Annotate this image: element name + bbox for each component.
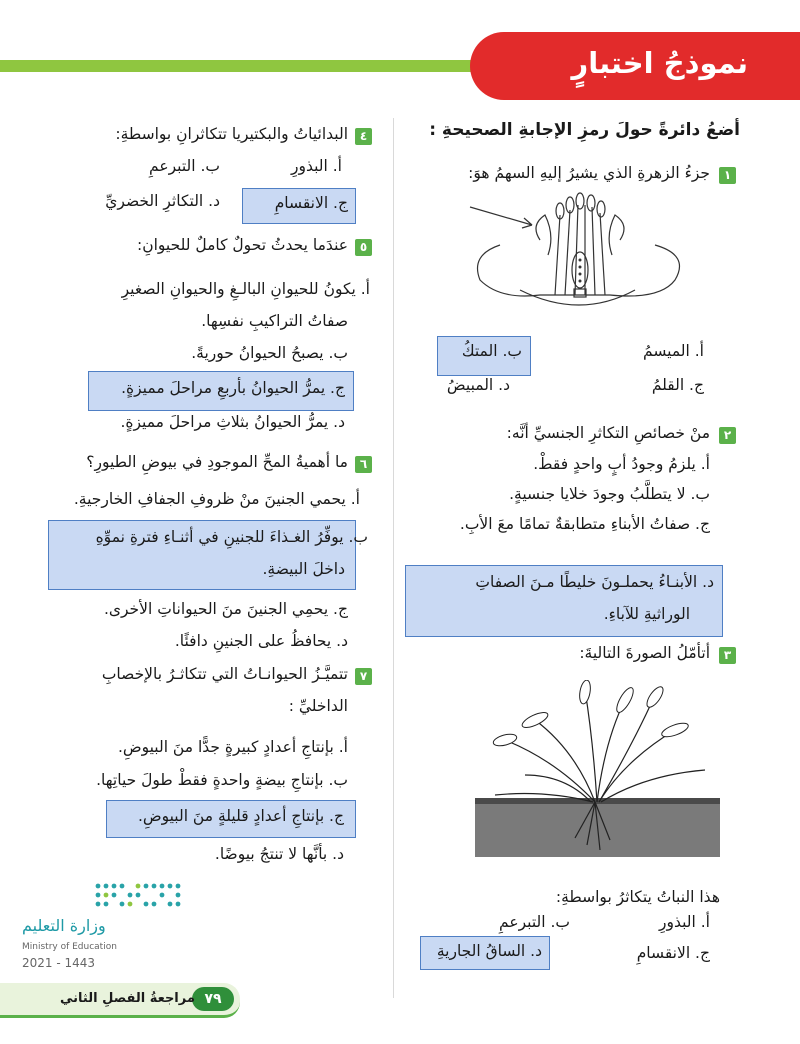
q2-option-a[interactable]: أ. يلزمُ وجودُ أبٍ واحدٍ فقطْ. [533,455,710,473]
q3-option-c[interactable]: ج. الانقسامِ [636,944,710,962]
column-divider [393,118,394,998]
q2-option-d-line2[interactable]: الوراثيةِ للآباءِ. [603,605,690,623]
ministry-sub: Ministry of Education [22,942,117,952]
q7-option-d[interactable]: د. بأنَّها لا تنتجُ بيوضًا. [214,845,344,863]
q4-option-a[interactable]: أ. البذورِ [291,157,342,175]
q5-option-c[interactable]: ج. يمرُّ الحيوانُ بأربعِ مراحلَ مميزةٍ. [121,379,345,397]
q5-option-a-line1[interactable]: أ. يكونُ للحيوانِ البالـغِ والحيوانِ الصغيرِ [121,280,370,298]
flower-diagram [460,185,700,320]
q7-option-c[interactable]: ج. بإنتاجِ أعدادٍ قليلةٍ منَ البيوضِ. [137,807,344,825]
q2-option-d-line1[interactable]: د. الأبنـاءُ يحملـونَ خليطًا مـنَ الصفاتِ [475,573,714,591]
q2-number: ٢ [719,427,736,444]
q4-number: ٤ [355,128,372,145]
ministry-name: وزارة التعليم [22,916,106,935]
q6-option-c[interactable]: ج. يحمِي الجنينَ منَ الحيواناتِ الأخرى. [103,600,348,618]
edition-year: 2021 - 1443 [22,956,96,970]
header-title-tab [470,32,800,100]
q4-option-b[interactable]: ب. التبرعمِ [149,157,220,175]
plant-image [475,680,720,860]
q5-number: ٥ [355,239,372,256]
q6-option-b-line2[interactable]: داخلَ البيضةِ. [262,560,345,578]
page-title: نموذجُ اختبارٍ [571,46,748,80]
q6-number: ٦ [355,456,372,473]
footer-title: مراجعةُ الفصلِ الثاني [60,991,195,1006]
q4-option-c[interactable]: ج. الانقسامِ [274,194,348,212]
q3-option-b[interactable]: ب. التبرعمِ [499,913,570,931]
q1-option-a[interactable]: أ. الميسمُ [643,342,704,360]
q1-number: ١ [719,167,736,184]
q4-text: البدائياتُ والبكتيريا تتكاثرانِ بواسطةِ: [115,125,348,143]
ministry-logo-mark [92,880,184,914]
page-number: ٧٩ [192,987,234,1011]
q6-text: ما أهميةُ المحِّ الموجودِ في بيوضِ الطيورِ؟ [86,453,348,471]
q7-option-a[interactable]: أ. بإنتاجِ أعدادٍ كبيرةٍ جدًّا منَ البيوضِ. [117,738,348,756]
q1-option-b[interactable]: ب. المتكُ [461,342,522,360]
q6-option-d[interactable]: د. يحافظُ على الجنينِ دافئًا. [174,632,348,650]
q5-text: عندَما يحدثُ تحولٌ كاملٌ للحيوانِ: [136,236,348,254]
q5-option-d[interactable]: د. يمرُّ الحيوانُ بثلاثِ مراحلَ مميزةٍ. [120,413,345,431]
q7-text-line1: تتميَّـزُ الحيوانـاتُ التي تتكاثـرُ بالإخصابِ [101,665,348,683]
q7-number: ٧ [355,668,372,685]
q2-option-b[interactable]: ب. لا يتطلَّبُ وجودَ خلايا جنسيةٍ. [509,485,710,503]
q2-text: منْ خصائصِ التكاثرِ الجنسيِّ أنَّه: [506,424,710,442]
q3-number: ٣ [719,647,736,664]
q3-text: أتأمّلُ الصورةَ التاليةَ: [579,644,710,662]
q7-option-b[interactable]: ب. بإنتاجِ بيضةٍ واحدةٍ فقطْ طولَ حياتِها. [96,771,348,789]
q2-option-c[interactable]: ج. صفاتُ الأبناءِ متطابقةٌ تمامًا معَ الأبِ. [459,515,710,533]
instruction: أضعُ دائرةً حولَ رمزِ الإجابةِ الصحيحةِ : [429,120,740,140]
q6-option-b-line1[interactable]: ب. يوفِّرُ الغـذاءَ للجنينِ في أثنـاءِ فترةِ نموِّهِ [95,528,368,546]
q1-text: جزءُ الزهرةِ الذي يشيرُ إليهِ السهمُ هوَ: [468,164,710,182]
q4-option-d[interactable]: د. التكاثرِ الخضريِّ [105,192,220,210]
q5-option-a-line2[interactable]: صفاتُ التراكيبِ نفسِها. [201,312,348,330]
q1-option-d[interactable]: د. المبيضُ [446,376,510,394]
header-green-bar [0,60,520,72]
q5-option-b[interactable]: ب. يصبحُ الحيوانُ حوريةً. [191,344,348,362]
q3-option-a[interactable]: أ. البذورِ [659,913,710,931]
q7-text-line2: الداخليِّ : [288,697,348,715]
q1-option-c[interactable]: ج. القلمُ [651,376,704,394]
q3-option-d[interactable]: د. الساقُ الجاريةِ [436,942,542,960]
q3-stem: هذا النباتُ يتكاثرُ بواسطةِ: [555,888,720,906]
q6-option-a[interactable]: أ. يحمي الجنينَ منْ ظروفِ الجفافِ الخارجيةِ. [73,490,360,508]
